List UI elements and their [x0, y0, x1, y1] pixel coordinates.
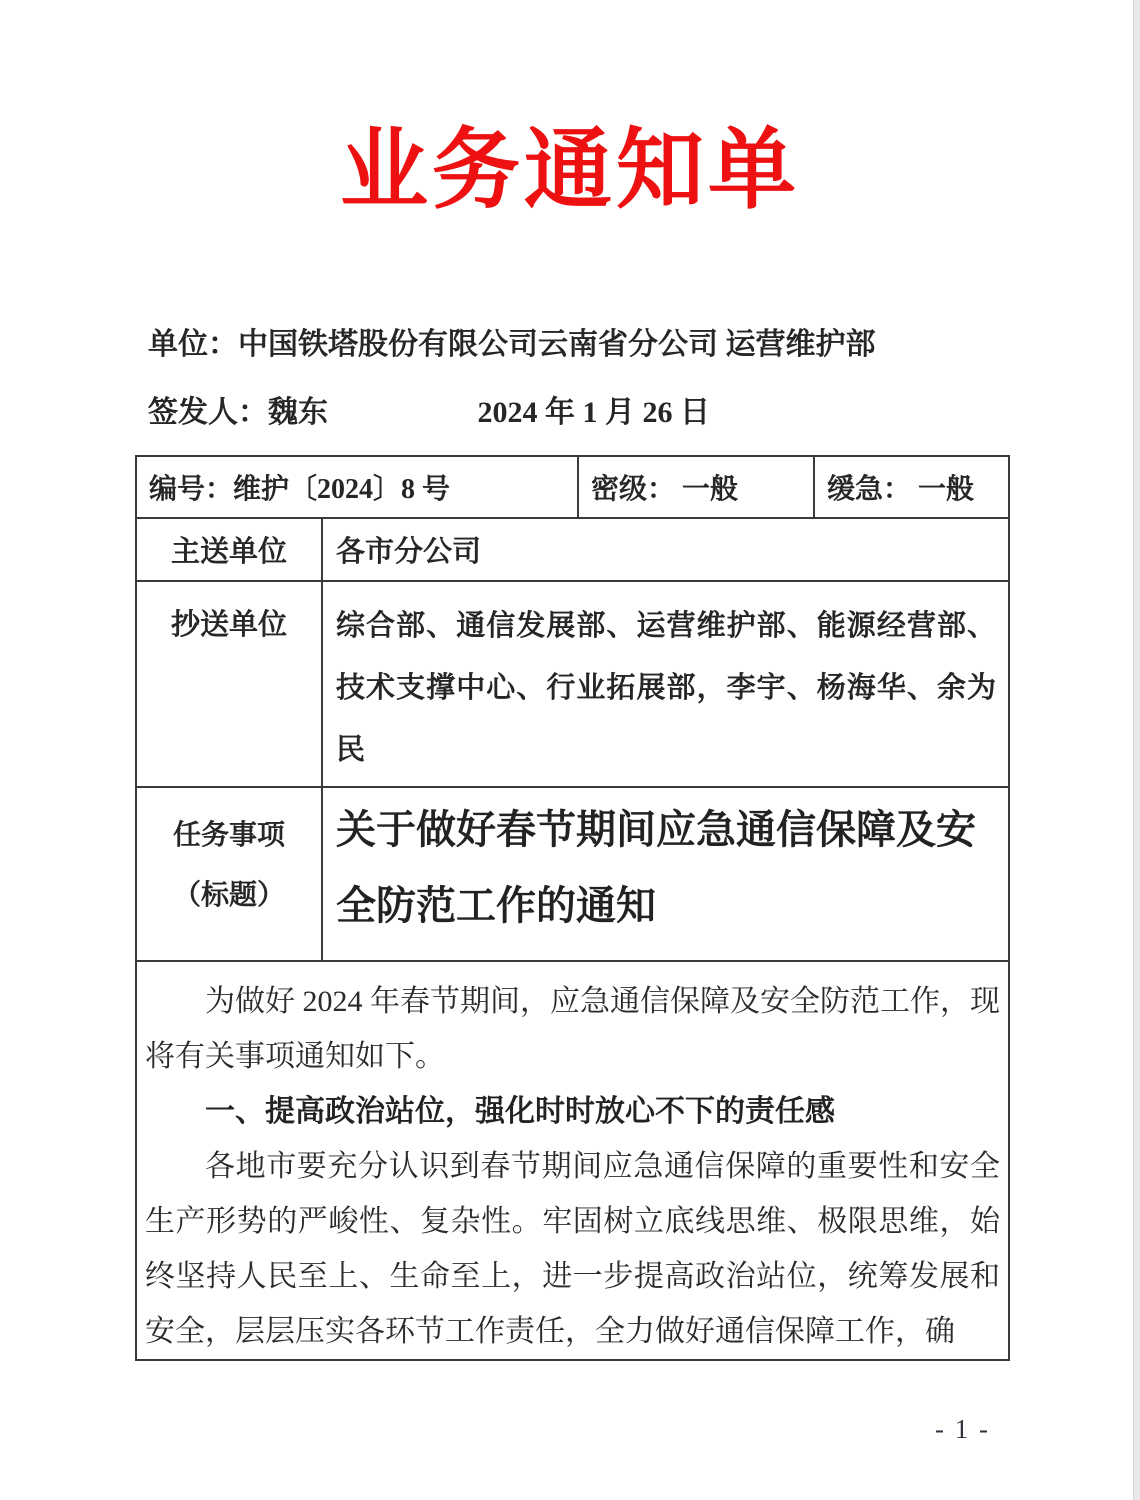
main-to-value: 各市分公司: [322, 518, 1009, 581]
page-edge-strip: [1133, 0, 1140, 1500]
table-row-body: [136, 961, 1009, 1360]
body-paragraph-detail: 各地市要充分认识到春节期间应急通信保障的重要性和安全生产形势的严峻性、复杂性。牢固树立底线思维、极限思维，始终坚持人民至上、生命至上，进一步提高政治站位，统筹发展和安全，层层压实各环节工作责任，全力做好通信保障工作，确: [145, 1150, 1001, 1348]
task-label-line2: （标题）: [172, 880, 285, 911]
task-title: 关于做好春节期间应急通信保障及安全防范工作的通知: [322, 787, 1009, 961]
main-to-label: 主送单位: [136, 518, 322, 581]
task-label: [136, 787, 322, 961]
security-level-cell: 密级： 一般: [578, 456, 814, 518]
body-cell: [136, 961, 1009, 1360]
unit-line: 单位：中国铁塔股份有限公司云南省分公司 运营维护部: [148, 328, 876, 361]
body-paragraph-intro: 为做好 2024 年春节期间，应急通信保障及安全防范工作，现将有关事项通知如下。: [145, 985, 1001, 1073]
table-row-main-to: [136, 518, 1009, 581]
issuer-text: 签发人：魏东: [148, 396, 328, 429]
table-row-header: [136, 456, 1009, 518]
table-row-cc: [136, 581, 1009, 787]
cc-label: 抄送单位: [136, 581, 322, 787]
body-section-heading: 一、提高政治站位，强化时时放心不下的责任感: [205, 1095, 835, 1128]
urgency-cell: 缓急： 一般: [814, 456, 1009, 518]
cc-value: 综合部、通信发展部、运营维护部、能源经营部、技术支撑中心、行业拓展部，李宇、杨海华、余为民: [322, 581, 1009, 787]
doc-title: 业务通知单: [339, 123, 800, 220]
page-number: - 1 -: [935, 1414, 990, 1444]
issue-date: 2024 年 1 月 26 日: [477, 396, 710, 429]
doc-number-cell: 编号：维护〔2024〕8 号: [136, 456, 578, 518]
task-label-line1: 任务事项: [172, 820, 285, 851]
table-row-task: [136, 787, 1009, 961]
body-text: [145, 974, 1000, 1359]
doc-meta: [148, 325, 1018, 433]
issuer-line: [148, 393, 1018, 433]
notice-table: [135, 455, 1010, 1361]
